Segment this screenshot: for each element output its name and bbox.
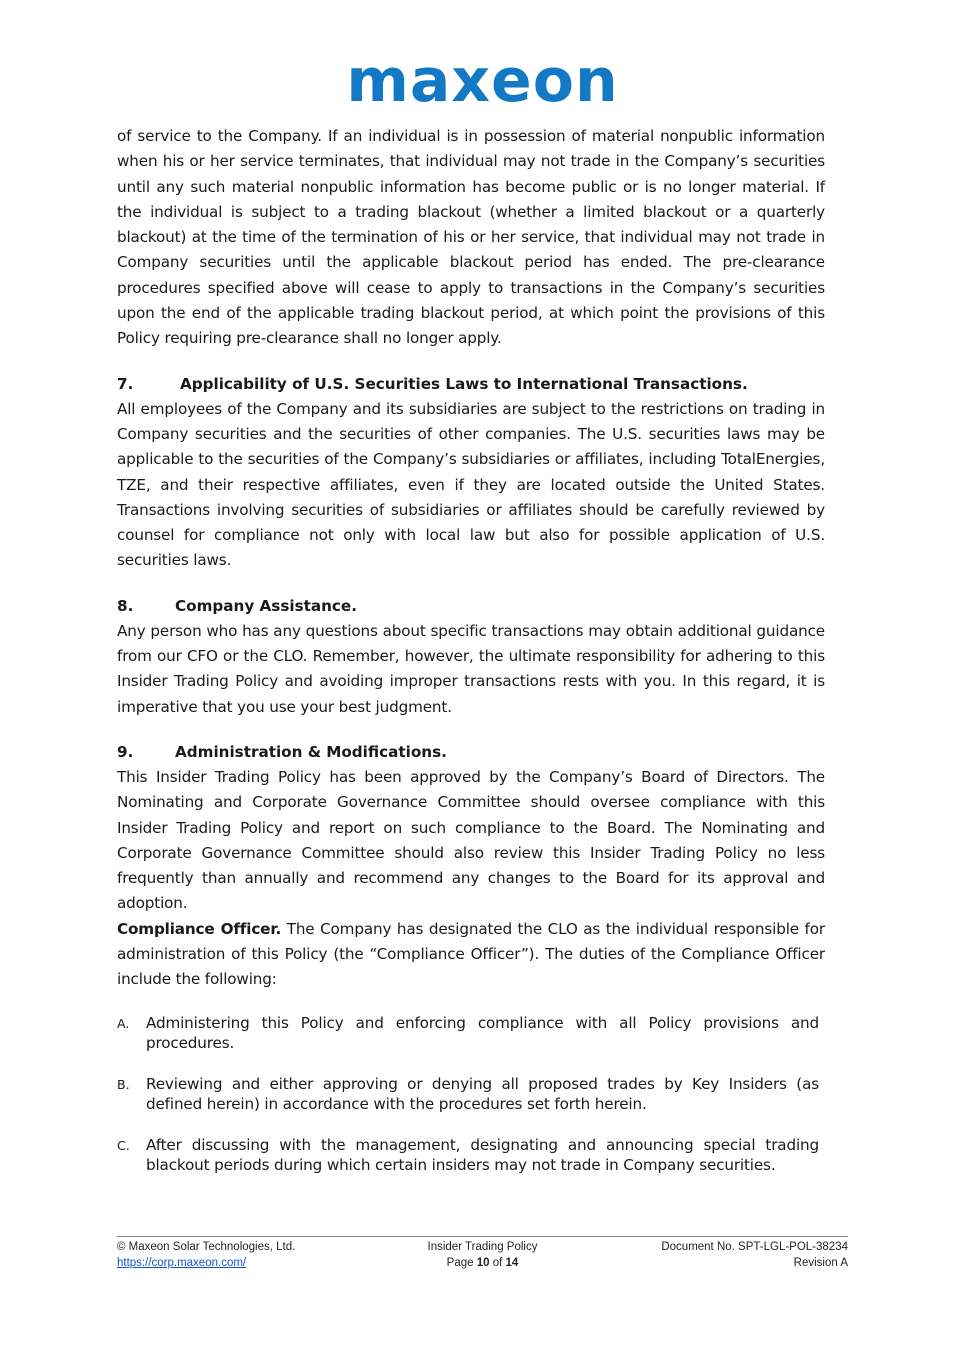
- footer-page-number: [358, 1255, 607, 1271]
- page-prefix: Page: [446, 1257, 477, 1269]
- list-item: [117, 1074, 825, 1115]
- section-7-paragraph: All employees of the Company and its subsidiaries are subject to the restrictions on trading in Company securities and the securities of other companies. The U.S. securities laws may be applicable to the securities of the Company’s subsidiaries or affiliates, including TotalEnergies, TZE, and their respective affiliates, even if they are located outside the United States. Transactions involving securities of subsidiaries or affiliates should be carefully reviewed by counsel for compliance not only with local law but also for possible application of U.S. securities laws.: [117, 399, 825, 570]
- footer-copyright: © Maxeon Solar Technologies, Ltd.: [117, 1241, 296, 1253]
- section-7-heading: [117, 372, 825, 397]
- list-item-letter: C.: [117, 1137, 130, 1153]
- section-9-paragraph: This Insider Trading Policy has been approved by the Company’s Board of Directors. The Nominating and Corporate Governance Committee should oversee compliance with this Insider Trading Policy and report on such compliance to the Board. The Nominating and Corporate Governance Committee should also review this Insider Trading Policy no less frequently than annually and recommend any changes to the Board for its approval and adoption.: [117, 767, 825, 913]
- list-item-text: Administering this Policy and enforcing compliance with all Policy provisions and procedures.: [146, 1013, 819, 1053]
- section-title: Company Assistance.: [175, 596, 357, 615]
- page-current: 10: [476, 1257, 490, 1269]
- document-body: [117, 124, 825, 1196]
- maxeon-logo: maxeon: [346, 46, 619, 116]
- section-number: 9.: [117, 742, 134, 761]
- list-item-text: After discussing with the management, designating and announcing special trading blackout periods during which certain insiders may not trade in Company securities.: [146, 1135, 819, 1175]
- page-footer: [117, 1236, 848, 1271]
- compliance-officer-label: Compliance Officer.: [117, 919, 282, 938]
- list-item-text: Reviewing and either approving or denying all proposed trades by Key Insiders (as defined herein) in accordance with the procedures set forth herein.: [146, 1074, 819, 1114]
- list-item-letter: B.: [117, 1076, 130, 1092]
- footer-website-link[interactable]: https://corp.maxeon.com/: [117, 1257, 247, 1269]
- section-title: Administration & Modifications.: [175, 742, 447, 761]
- list-item-letter: A.: [117, 1015, 130, 1031]
- list-item: [117, 1135, 825, 1176]
- page-total: 14: [505, 1257, 519, 1269]
- section-8-paragraph: Any person who has any questions about specific transactions may obtain additional guidance from our CFO or the CLO. Remember, however, the ultimate responsibility for adhering to this Insider Trading Policy and avoiding improper transactions rests with you. In this regard, it is imperative that you use your best judgment.: [117, 621, 825, 716]
- compliance-officer-text: The Company has designated the CLO as the individual responsible for administration of this Policy (the “Compliance Officer”). The duties of the Compliance Officer include the following:: [117, 919, 825, 989]
- section-number: 8.: [117, 596, 134, 615]
- footer-revision: Revision A: [793, 1257, 848, 1269]
- section-title: Applicability of U.S. Securities Laws to International Transactions.: [180, 374, 748, 393]
- compliance-duties-list: [117, 1013, 825, 1176]
- list-item: [117, 1013, 825, 1054]
- compliance-officer-paragraph: [117, 917, 825, 993]
- page-of: of: [489, 1257, 506, 1269]
- footer-doc-title: Insider Trading Policy: [427, 1241, 538, 1253]
- section-9-heading: [117, 740, 825, 765]
- intro-paragraph: of service to the Company. If an individual is in possession of material nonpublic information when his or her service terminates, that individual may not trade in the Company’s securities until any such material nonpublic information has become public or is no longer material. If the individual is subject to a trading blackout (whether a limited blackout or a quarterly blackout) at the time of the termination of his or her service, that individual may not trade in Company securities until the applicable blackout period has ended. The pre-clearance procedures specified above will cease to apply to transactions in the Company’s securities upon the end of the applicable trading blackout period, at which point the provisions of this Policy requiring pre-clearance shall no longer apply.: [117, 127, 825, 348]
- footer-doc-number: Document No. SPT-LGL-POL-38234: [661, 1241, 848, 1253]
- section-number: 7.: [117, 374, 134, 393]
- section-8-heading: [117, 594, 825, 619]
